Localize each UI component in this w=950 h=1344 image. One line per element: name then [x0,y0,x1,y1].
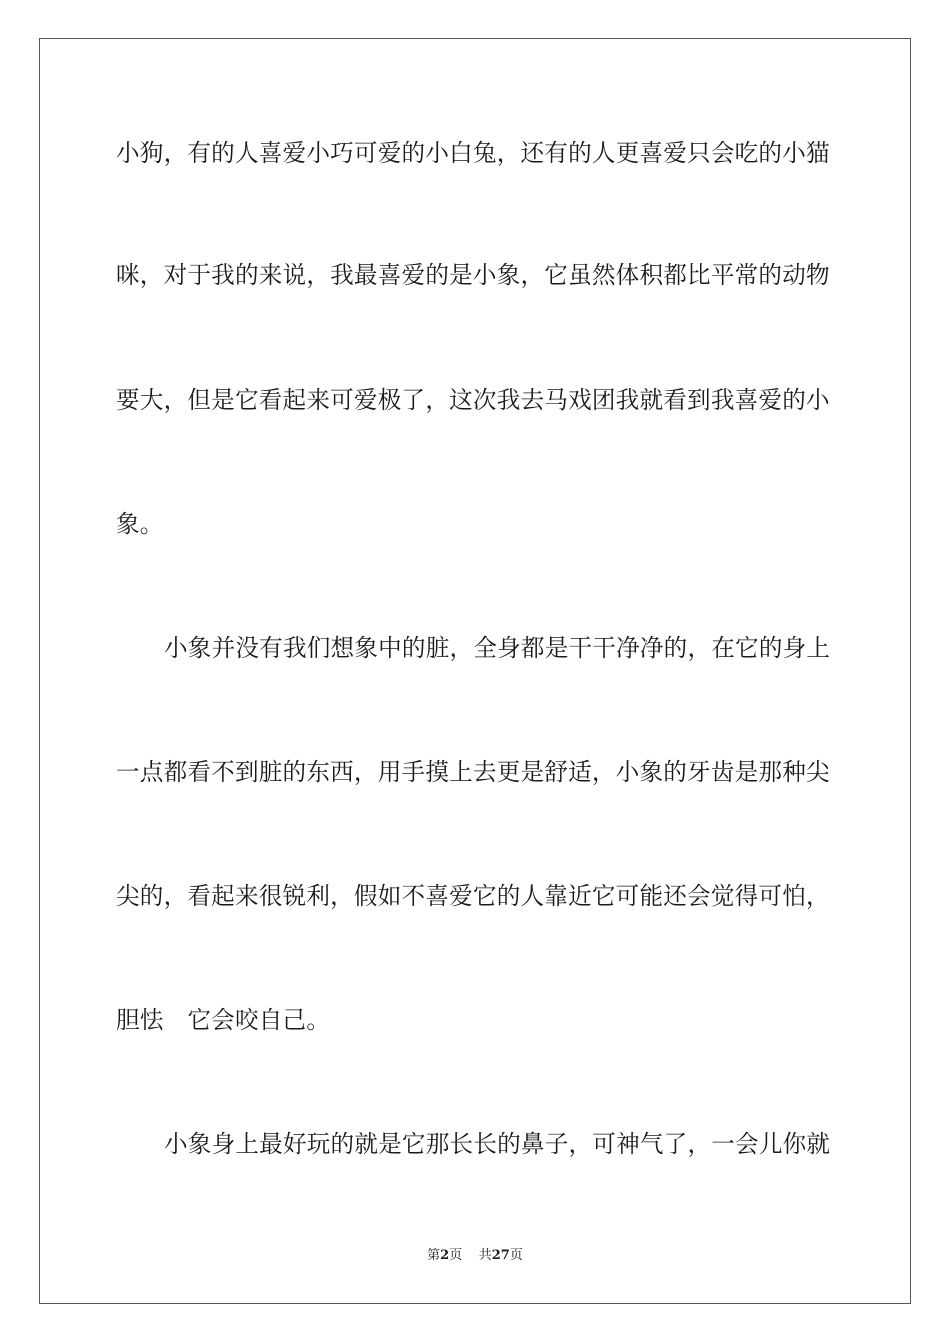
paragraph-line: 象。 [116,510,164,538]
paragraph-line: 小象身上最好玩的就是它那长长的鼻子，可神气了，一会儿你就 [164,1130,831,1158]
paragraph-line: 小象并没有我们想象中的脏，全身都是干干净净的，在它的身上 [164,634,831,662]
paragraph-line: 要大，但是它看起来可爱极了，这次我去马戏团我就看到我喜爱的小 [116,386,830,414]
page-footer [0,1247,950,1265]
paragraph-line: 胆怯 它会咬自己。 [116,1006,331,1034]
footer-page-suffix: 页 [449,1248,463,1263]
footer-total-pages: 27 [491,1248,510,1263]
paragraph-line: 小狗，有的人喜爱小巧可爱的小白兔，还有的人更喜爱只会吃的小猫 [116,139,830,167]
page-border [39,38,911,1304]
footer-page-number: 2 [440,1248,450,1263]
footer-total-suffix: 页 [509,1248,523,1263]
paragraph-line: 咪，对于我的来说，我最喜爱的是小象，它虽然体积都比平常的动物 [116,261,830,289]
footer-total-prefix: 共 [478,1248,492,1263]
paragraph-line: 尖的，看起来很锐利，假如不喜爱它的人靠近它可能还会觉得可怕， [116,882,830,910]
footer-page-prefix: 第 [427,1248,441,1263]
paragraph-line: 一点都看不到脏的东西，用手摸上去更是舒适，小象的牙齿是那种尖 [116,758,830,786]
